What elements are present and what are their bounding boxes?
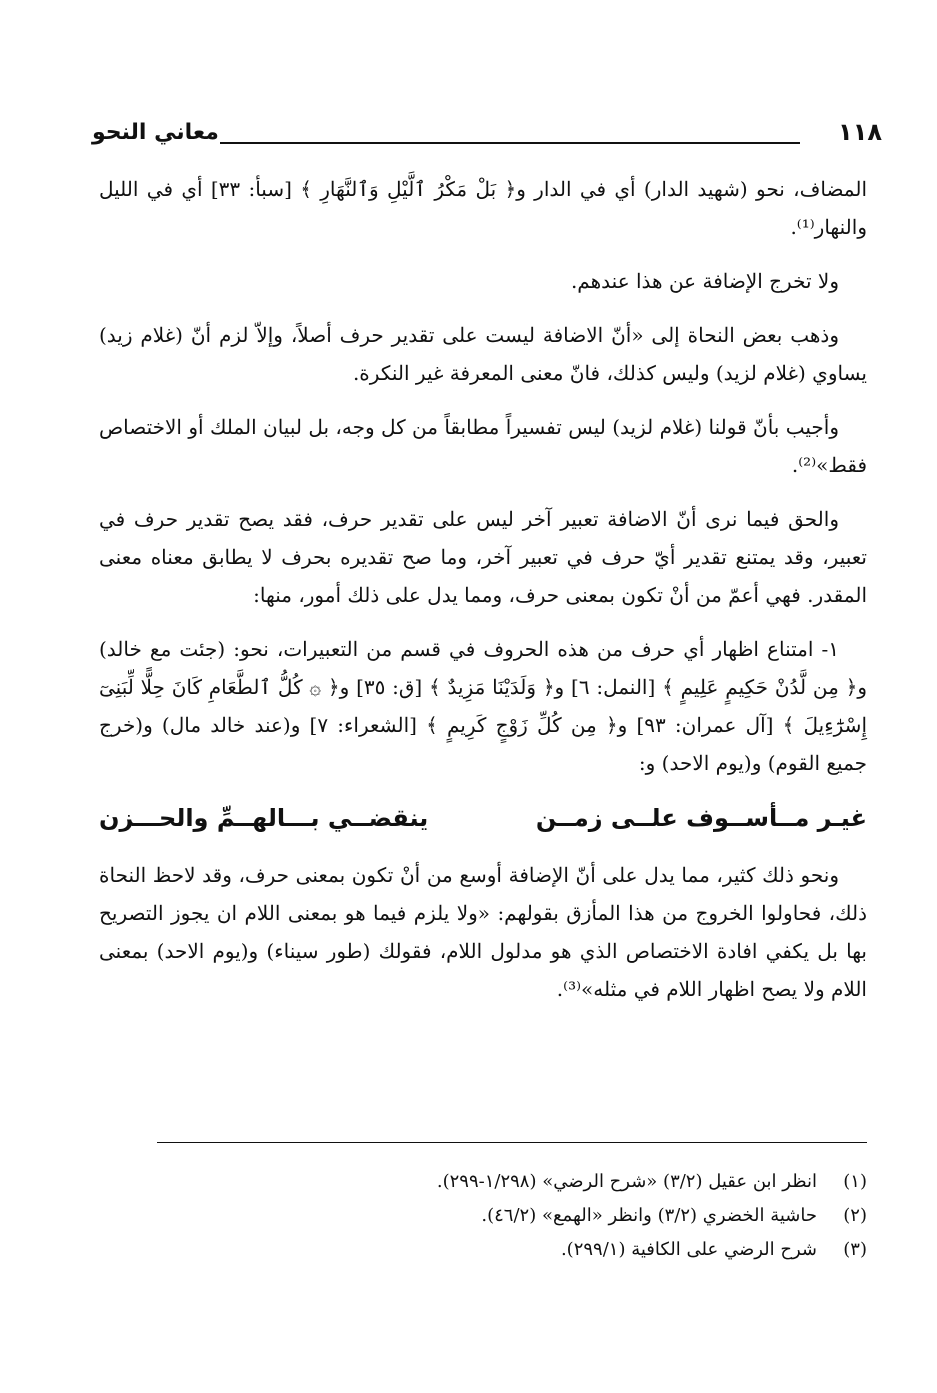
poem-second-hemistich: ينقضــي بـــالهــمِّ والحـــزن	[99, 804, 429, 832]
paragraph-7: ونحو ذلك كثير، مما يدل على أنّ الإضافة أوسع من أنْ تكون بمعنى حرف، وقد لاحظ النحاة ذلك، فحاولوا الخروج من هذا المأزق بقولهم: «ولا يلزم فيما هو بمعنى اللام ان يجوز التصريح بها بل يكفي افادة الاختصاص الذي هو مدلول اللام، فقولك (طور سيناء) و(يوم الاحد) بمعنى اللام ولا يصح اظهار اللام في مثله»⁽³⁾.	[99, 863, 867, 1001]
paragraph-3: وذهب بعض النحاة إلى «أنّ الاضافة ليست على تقدير حرف أصلاً، وإلاّ لزم أنّ (غلام زيد) يساوي (غلام لزيد) وليس كذلك، فانّ معنى المعرفة غير النكرة.	[99, 323, 867, 385]
footnote-text: انظر ابن عقيل (٣/٢) «شرح الرضي» (١/٢٩٨-٢٩٩).	[436, 1171, 817, 1192]
book-title: معاني النحو	[92, 120, 219, 145]
footnote-text: شرح الرضي على الكافية (٢٩٩/١).	[560, 1239, 817, 1260]
header-rule	[220, 142, 800, 144]
paragraph-5: والحق فيما نرى أنّ الاضافة تعبير آخر ليس على تقدير حرف، فقد يصح تقدير حرف في تعبير، وقد يمتنع تقدير أيّ حرف في تعبير آخر، وما صح تقديره بحرف لا يطابق معناه معنى المقدر. فهي أعمّ من أنْ تكون بمعنى حرف، ومما يدل على ذلك أمور، منها:	[99, 507, 867, 607]
footnote-rule	[157, 1142, 867, 1143]
paragraph-6: ١- امتناع اظهار أي حرف من هذه الحروف في قسم من التعبيرات، نحو: (جئت مع خالد) و﴿ مِن لَّدُنْ حَكِيمٍ عَلِيمٍ ﴾ [النمل: ٦] و﴿ وَلَدَيْنَا مَزِيدٌ ﴾ [ق: ٣٥] و﴿ ۞ كُلُّ ٱلطَّعَامِ كَانَ حِلًّا لِّبَنِىٓ إِسْرَٰٓءِيلَ ﴾ [آل عمران: ٩٣] و﴿ مِن كُلِّ زَوْجٍ كَرِيمٍ ﴾ [الشعراء: ٧] و(عند خالد مال) و(خرج جميع القوم) و(يوم الاحد) و:	[99, 637, 867, 775]
footnote-text: حاشية الخضري (٣/٢) وانظر «الهمع» (٤٦/٢).	[481, 1205, 817, 1226]
paragraph-2: ولا تخرج الإضافة عن هذا عندهم.	[570, 269, 839, 293]
poem-first-hemistich: غيـر مــأســوف علــى زمــن	[535, 804, 867, 832]
footnote-number: (١)	[843, 1171, 867, 1192]
footnote-item	[99, 1165, 867, 1199]
footnote-number: (٣)	[843, 1239, 867, 1260]
footnote-item	[99, 1233, 867, 1267]
poem-verse	[99, 798, 867, 838]
paragraph-4: وأجيب بأنّ قولنا (غلام لزيد) ليس تفسيراً مطابقاً من كل وجه، بل لبيان الملك أو الاختصاص فقط»⁽²⁾.	[99, 415, 867, 477]
footnote-number: (٢)	[843, 1205, 867, 1226]
paragraph-1: المضاف، نحو (شهيد الدار) أي في الدار و﴿ بَلْ مَكْرُ ٱلَّيْلِ وَٱلنَّهَارِ ﴾ [سبأ: ٣٣] أي في الليل والنهار⁽¹⁾.	[99, 177, 867, 239]
footnote-item	[99, 1199, 867, 1233]
footnotes	[99, 1142, 867, 1267]
page-number: ١١٨	[838, 118, 882, 146]
main-text	[99, 170, 867, 1024]
page-header	[92, 118, 882, 158]
